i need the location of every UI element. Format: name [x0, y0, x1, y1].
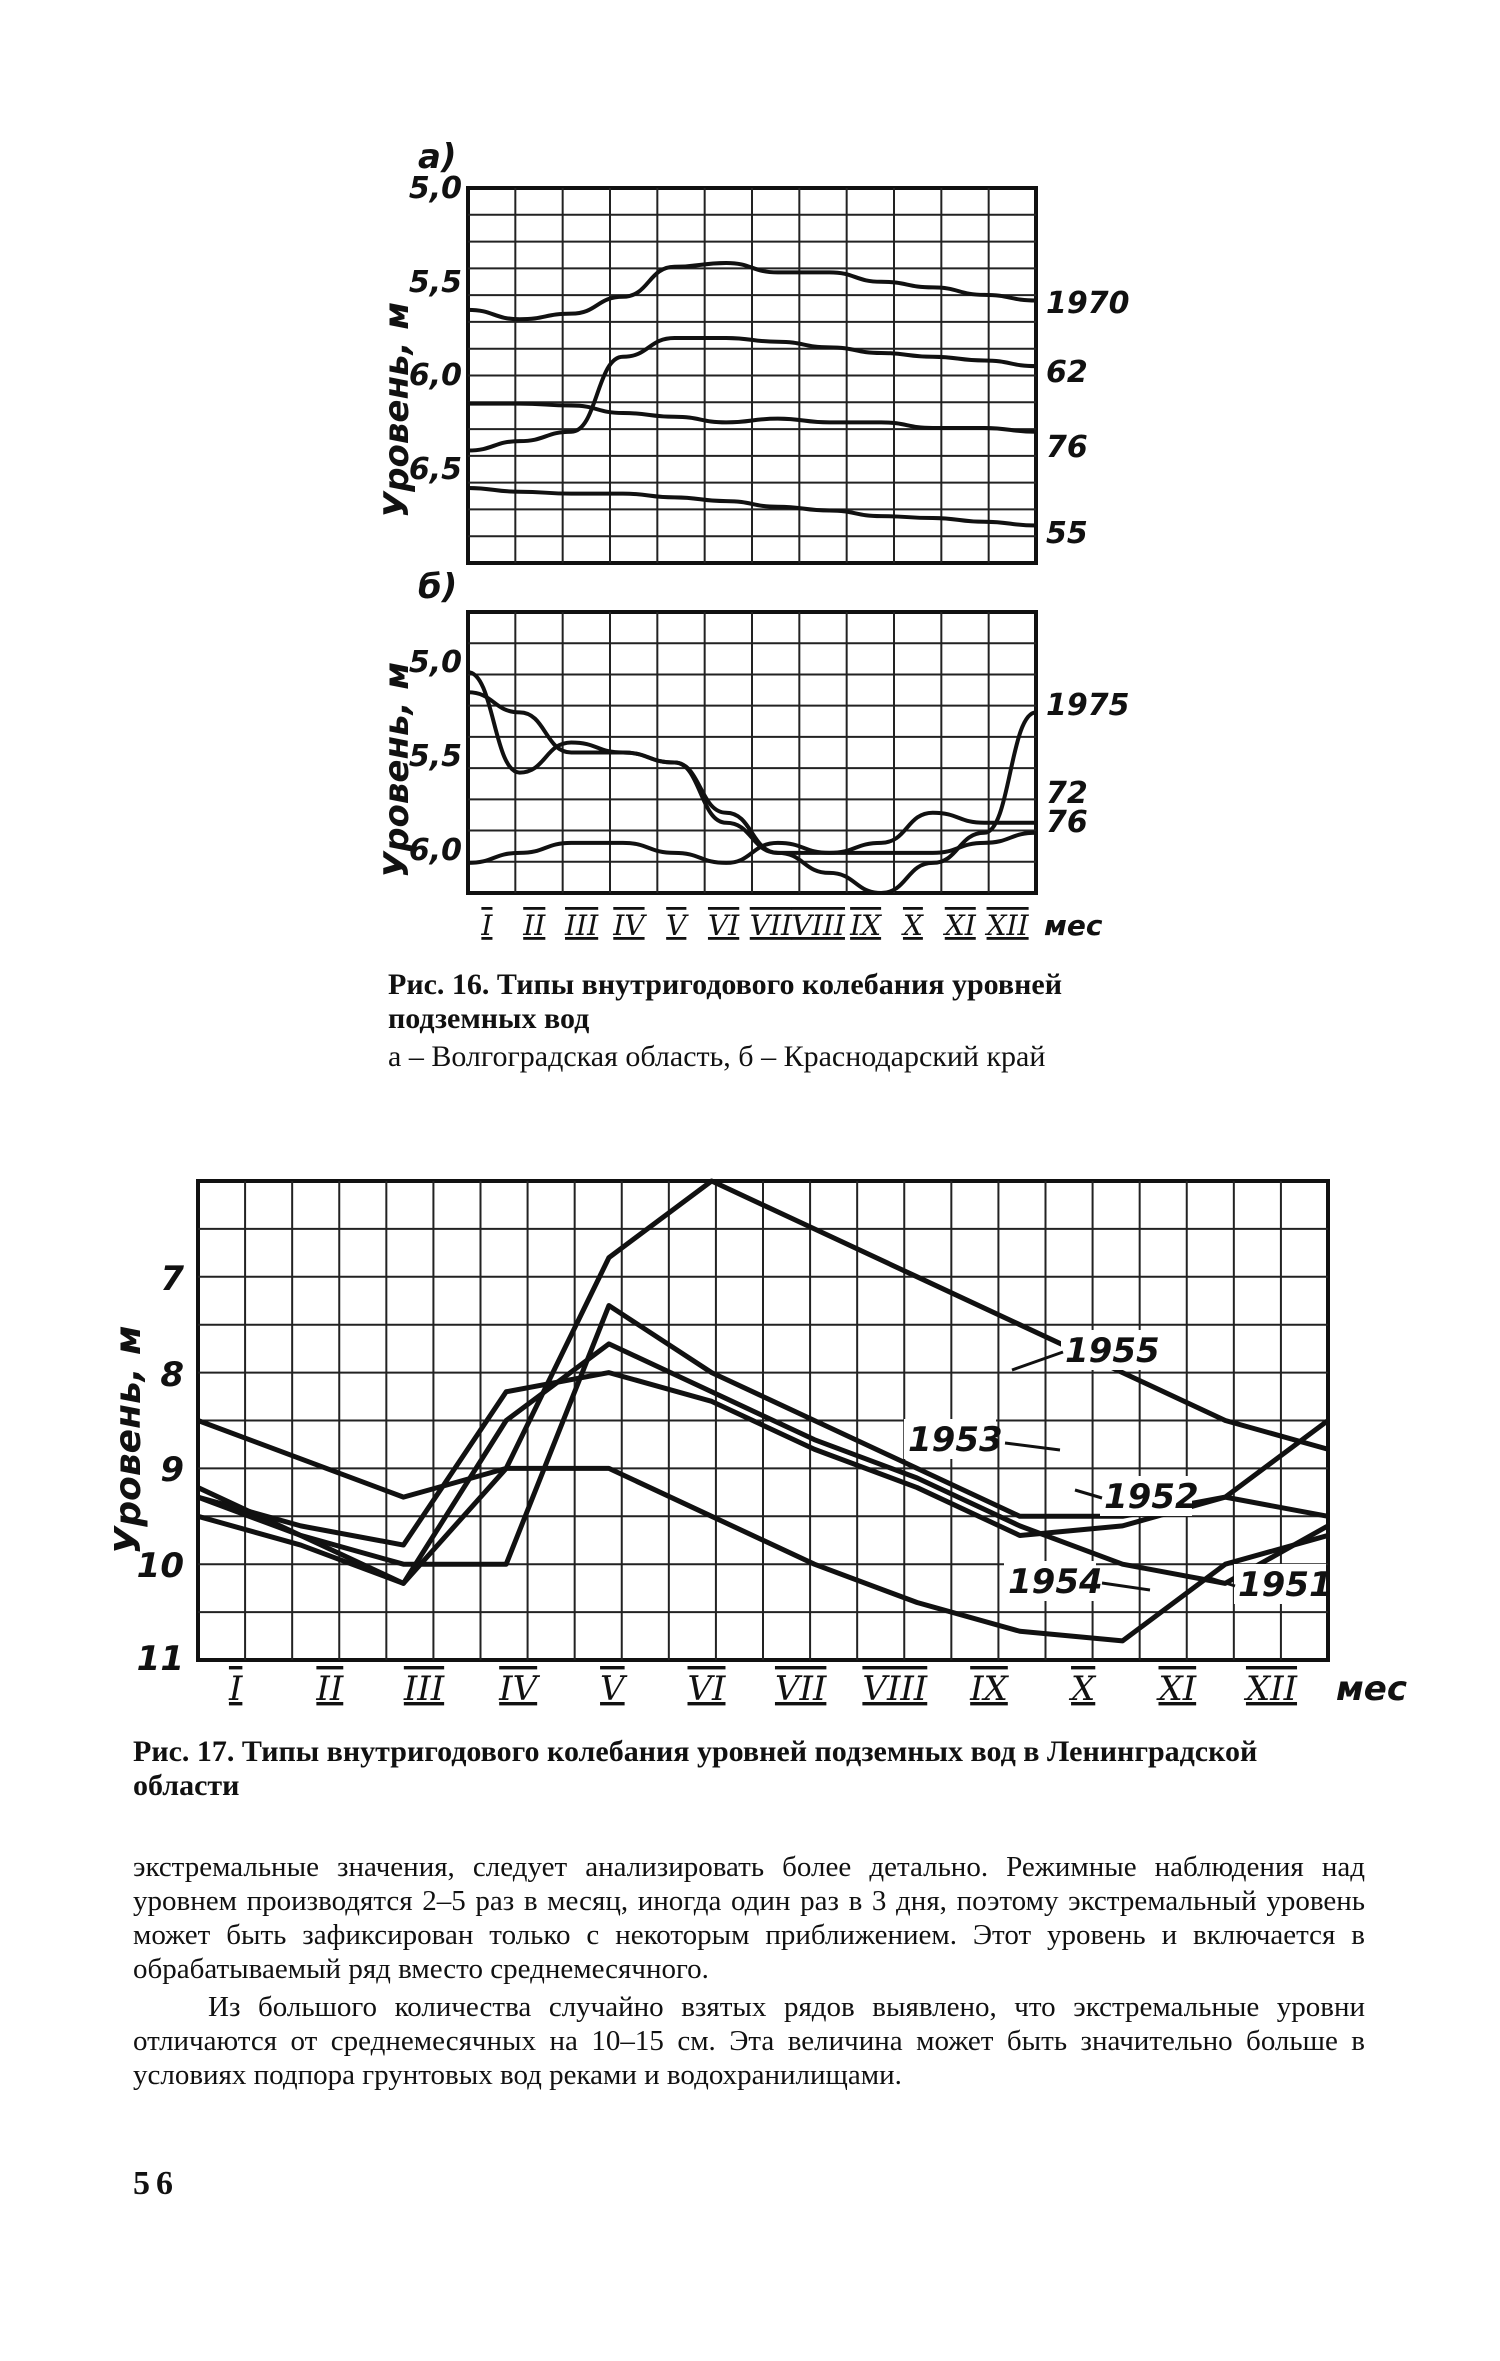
- fig17-month-label: I: [228, 1669, 243, 1709]
- fig16b-month-label: IV: [613, 909, 645, 942]
- fig16b-month-label: VIII: [791, 909, 845, 942]
- fig16b-month-label: IX: [850, 909, 882, 942]
- fig16a-series-label: 62: [1046, 355, 1088, 390]
- fig17-leader-line: [1005, 1443, 1060, 1450]
- fig17-series-label: 1951: [1238, 1565, 1333, 1605]
- figure17-caption: Рис. 17. Типы внутригодового колебания уровней подземных вод в Ленинградской области: [133, 1735, 1258, 1802]
- fig17-month-label: V: [600, 1669, 625, 1709]
- fig17-month-label: VIII: [862, 1669, 928, 1709]
- fig17-leader-line: [1012, 1352, 1063, 1370]
- fig17-month-label: XII: [1245, 1669, 1298, 1709]
- figure16a-grid: [468, 188, 1036, 563]
- fig17-series-label: 1954: [1008, 1562, 1103, 1602]
- fig17-series-label: 1952: [1104, 1477, 1199, 1517]
- figure16a-labels: [409, 171, 1130, 551]
- fig16a-series-label: 55: [1046, 516, 1088, 551]
- figure16-caption-title: Рис. 16. Типы внутригодового колебания уровней подземных вод: [388, 968, 1063, 1035]
- fig17-month-label: VI: [687, 1669, 726, 1709]
- figure17: [108, 1181, 1407, 1709]
- figure16-caption-detail: а – Волгоградская область, б – Краснодарский край: [388, 1040, 1046, 1073]
- paragraph-2: Из большого количества случайно взятых рядов выявлено, что экстремальные уровни отличаются от среднемесячных на 10–15 см. Эта величина может быть значительно больше в условиях подпора грунтовых вод реками и водохранилищами.: [133, 1991, 1365, 2091]
- body-text: [133, 1850, 1365, 2092]
- figure17-grid: [198, 1181, 1328, 1660]
- fig16a-series-label: 1970: [1046, 286, 1130, 321]
- figure17-labels: [137, 1259, 1407, 1709]
- fig16b-ytick-label: 5,5: [408, 739, 462, 774]
- fig16b-xlabel: мес: [1044, 909, 1103, 942]
- fig17-xlabel: мес: [1336, 1669, 1408, 1709]
- fig16b-ytick-label: 5,0: [408, 645, 462, 680]
- fig16b-month-label: III: [565, 909, 599, 942]
- figure17-ylabel: Уровень, м: [108, 1325, 149, 1555]
- fig17-ytick-label: 10: [136, 1546, 184, 1586]
- fig16b-month-label: II: [523, 909, 546, 942]
- fig16b-month-label: XII: [986, 909, 1029, 942]
- fig17-ytick-label: 7: [160, 1259, 184, 1299]
- figure16b-ylabel: Уровень, м: [377, 661, 417, 879]
- fig17-month-label: IX: [970, 1669, 1008, 1709]
- fig16a-ytick-label: 5,5: [408, 265, 462, 300]
- figure16a-ylabel: Уровень, м: [377, 301, 417, 519]
- panel-a-label: а): [418, 137, 457, 177]
- fig16b-month-label: VII: [749, 909, 793, 942]
- fig17-leader-line: [1102, 1583, 1150, 1590]
- fig17-month-label: VII: [774, 1669, 827, 1709]
- panel-b-label: б): [418, 567, 458, 607]
- figure16b-labels: [409, 645, 1130, 942]
- fig16a-ytick-label: 6,5: [408, 452, 462, 487]
- fig17-month-label: XI: [1158, 1669, 1197, 1709]
- fig16b-month-label: I: [481, 909, 493, 942]
- figure16b: [377, 567, 1130, 942]
- fig17-month-label: III: [403, 1669, 445, 1709]
- fig17-month-label: II: [316, 1669, 344, 1709]
- fig16b-series-label: 76: [1046, 805, 1088, 840]
- fig17-ytick-label: 9: [160, 1450, 184, 1490]
- paragraph-1: экстремальные значения, следует анализировать более детально. Режимные наблюдения над уровнем производятся 2–5 раз в месяц, иногда один раз в 3 дня, поэтому экстремальный уровень может быть зафиксирован только с некоторым приближением. Этот уровень и включается в обрабатываемый ряд вместо среднемесячного.: [133, 1851, 1365, 1985]
- fig16a-ytick-label: 6,0: [408, 358, 462, 393]
- figure16a: [377, 137, 1130, 563]
- fig16b-series-label: 1975: [1046, 688, 1130, 723]
- fig16a-ytick-label: 5,0: [408, 171, 462, 206]
- fig16b-month-label: V: [666, 909, 687, 942]
- fig17-ytick-label: 8: [160, 1355, 184, 1395]
- fig16b-month-label: X: [902, 909, 923, 942]
- fig16b-month-label: XI: [944, 909, 976, 942]
- fig17-month-label: X: [1071, 1669, 1096, 1709]
- page-number: 56: [133, 2165, 179, 2202]
- fig17-ytick-label: 11: [136, 1639, 184, 1679]
- fig16b-ytick-label: 6,0: [408, 833, 462, 868]
- fig17-leader-line: [1075, 1490, 1102, 1498]
- fig16a-series-label: 76: [1046, 430, 1088, 465]
- fig16b-month-label: VI: [707, 909, 740, 942]
- fig17-series-label: 1955: [1065, 1331, 1160, 1371]
- fig17-series-label: 1953: [908, 1420, 1003, 1460]
- fig17-month-label: IV: [499, 1669, 538, 1709]
- figure16-caption: [388, 968, 1088, 1074]
- fig16b-series-label: 72: [1046, 776, 1088, 811]
